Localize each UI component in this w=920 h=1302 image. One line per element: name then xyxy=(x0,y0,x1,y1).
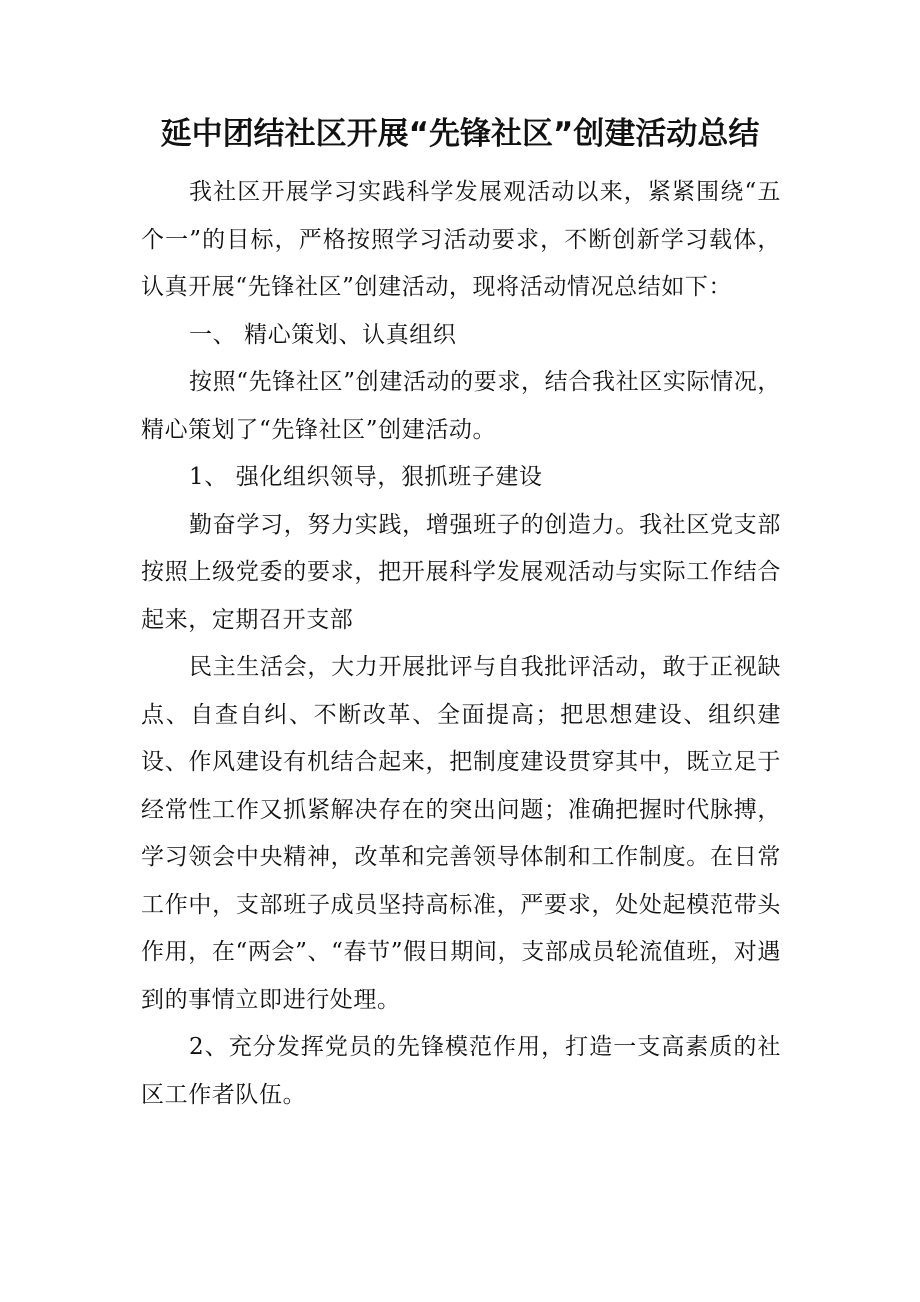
heading-subsection-2: 2、充分发挥党员的先锋模范作用，打造一支高素质的社区工作者队伍。 xyxy=(141,1034,781,1108)
paragraph-intro: 我社区开展学习实践科学发展观活动以来，紧紧围绕“五个一”的目标，严格按照学习活动要求，不断创新学习载体，认真开展“先锋社区”创建活动，现将活动情况总结如下： xyxy=(141,179,781,300)
paragraph-section-1: 按照“先锋社区”创建活动的要求，结合我社区实际情况，精心策划了“先锋社区”创建活动。 xyxy=(141,369,781,443)
heading-section-1: 一、 精心策划、认真组织 xyxy=(189,321,457,348)
paragraph-subsection-1-b: 民主生活会，大力开展批评与自我批评活动，敢于正视缺点、自查自纠、不断改革、全面提高；把思想建设、组织建设、作风建设有机结合起来，把制度建设贯穿其中，既立足于经常性工作又抓紧解决存在的突出问题；准确把握时代脉搏，学习领会中央精神，改革和完善领导体制和工作制度。在日常工作中，支部班子成员坚持高标准，严要求，处处起模范带头作用，在“两会”、“春节”假日期间，支部成员轮流值班，对遇到的事情立即进行处理。 xyxy=(141,654,781,1013)
heading-subsection-1: 1、 强化组织领导，狠抓班子建设 xyxy=(189,464,543,490)
document-body xyxy=(141,169,781,1119)
paragraph-subsection-1-a: 勤奋学习，努力实践，增强班子的创造力。我社区党支部按照上级党委的要求，把开展科学发展观活动与实际工作结合起来，定期召开支部 xyxy=(141,511,781,633)
document-title: 延中团结社区开展“先锋社区”创建活动总结 xyxy=(160,116,760,152)
